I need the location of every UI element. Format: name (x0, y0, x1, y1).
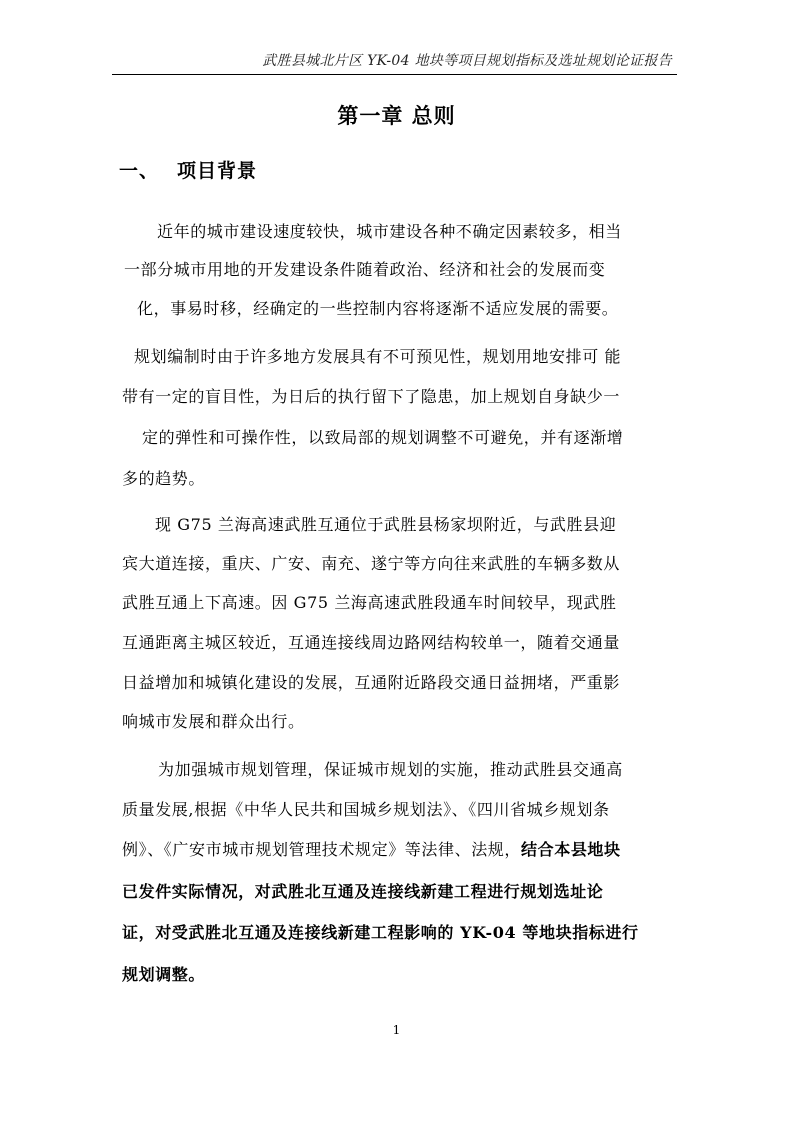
paragraph-1-line-6: 定的弹性和可操作性，以致局部的规划调整不可避免，并有逐渐增 (142, 428, 624, 447)
paragraph-2-line-5: 日益增加和城镇化建设的发展，互通附近路段交通日益拥堵，严重影 (122, 673, 621, 692)
paragraph-3-line-5: 证，对受武胜北互通及连接线新建工程影响的 YK-04 等地块指标进行 (122, 923, 639, 942)
paragraph-2-line-2: 宾大道连接，重庆、广安、南充、遂宁等方向往来武胜的车辆多数从 (122, 554, 621, 573)
paragraph-1-line-1: 近年的城市建设速度较快，城市建设各种不确定因素较多，相当 (157, 222, 622, 241)
paragraph-3-line-2: 质量发展,根据《中华人民共和国城乡规划法》、《四川省城乡规划条 (122, 800, 610, 819)
paragraph-2-line-6: 响城市发展和群众出行。 (122, 712, 305, 731)
paragraph-2-line-1: 现 G75 兰海高速武胜互通位于武胜县杨家坝附近，与武胜县迎 (155, 515, 617, 534)
paragraph-3-line-1: 为加强城市规划管理，保证城市规划的实施，推动武胜县交通高 (158, 760, 623, 779)
paragraph-1-line-5: 带有一定的盲目性，为日后的执行留下了隐患，加上规划自身缺少一 (122, 387, 621, 406)
section-number: 一、 (119, 160, 160, 182)
section-title: 项目背景 (177, 160, 258, 182)
paragraph-3-line-3 (122, 837, 621, 860)
paragraph-1-line-2: 一部分城市用地的开发建设条件随着政治、经济和社会的发展而变 (124, 260, 606, 279)
paragraph-3-line-3-bold: 结合本县地块 (521, 840, 621, 859)
paragraph-3-line-4: 已发件实际情况，对武胜北互通及连接线新建工程进行规划选址论 (122, 882, 604, 901)
paragraph-1-line-3: 化，事易时移，经确定的一些控制内容将逐渐不适应发展的需要。 (137, 299, 619, 318)
paragraph-3-line-6: 规划调整。 (122, 965, 206, 984)
chapter-title: 第一章 总则 (337, 104, 456, 128)
header-rule (112, 74, 677, 75)
page-number: 1 (392, 1023, 401, 1037)
paragraph-2-line-4: 互通距离主城区较近，互通连接线周边路网结构较单一，随着交通量 (122, 633, 621, 652)
paragraph-1-line-7: 多的趋势。 (122, 469, 206, 488)
paragraph-1-line-4: 规划编制时由于许多地方发展具有不可预见性，规划用地安排可 能 (134, 347, 622, 366)
paragraph-3-line-3-text: 例》、《广安市城市规划管理技术规定》等法律、法规， (122, 840, 522, 859)
section-heading (119, 156, 257, 183)
running-header: 武胜县城北片区 YK-04 地块等项目规划指标及选址规划论证报告 (262, 53, 672, 69)
paragraph-2-line-3: 武胜互通上下高速。因 G75 兰海高速武胜段通车时间较早，现武胜 (122, 593, 617, 612)
